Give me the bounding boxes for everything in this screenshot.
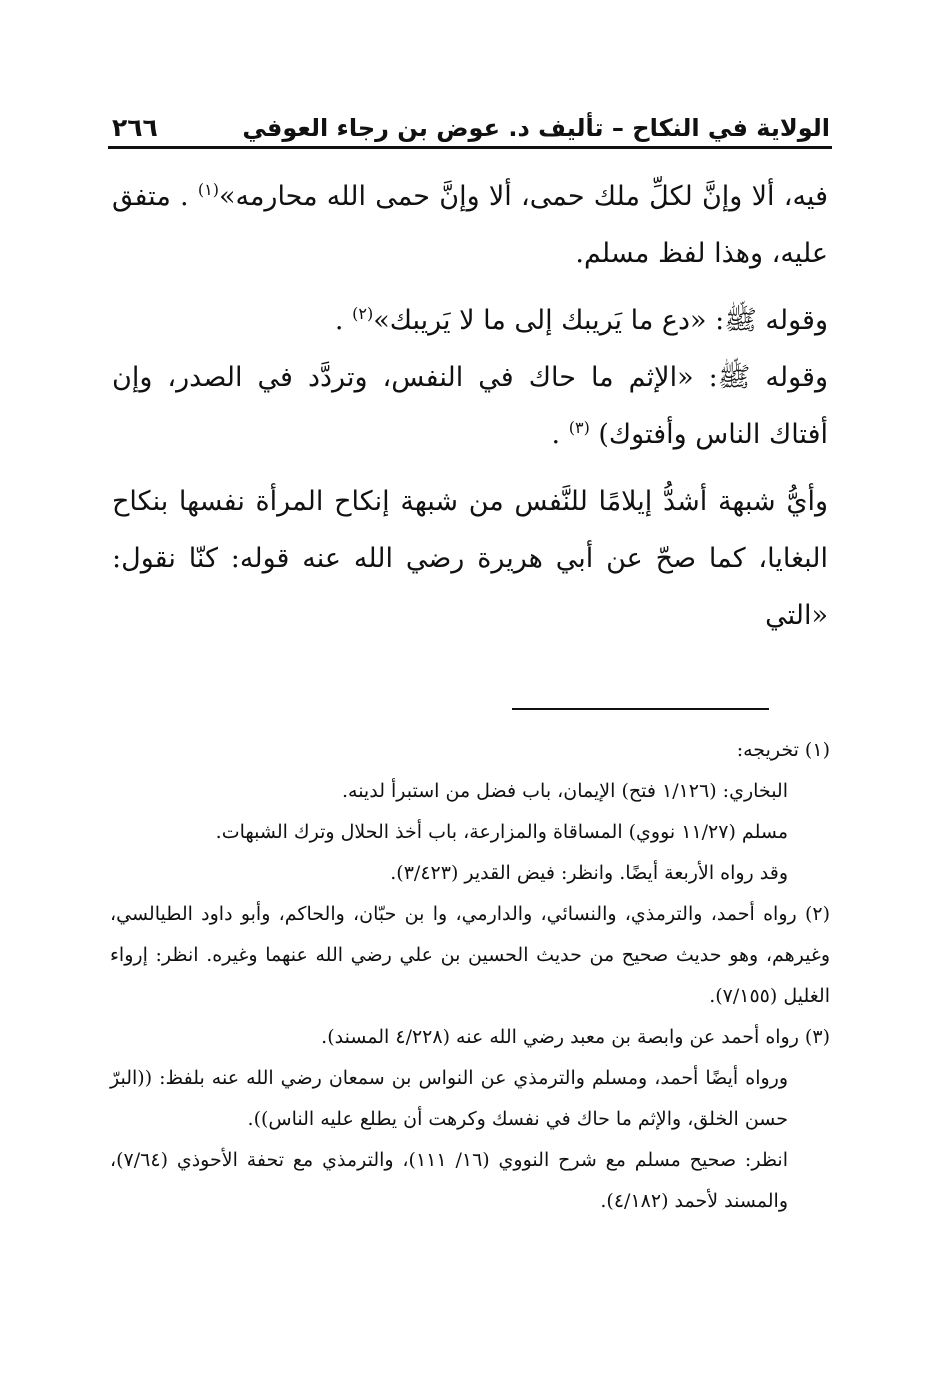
paragraph-3 bbox=[112, 349, 828, 463]
footnote-3-line-1: ورواه أيضًا أحمد، ومسلم والترمذي عن النواس بن سمعان رضي الله عنه بلفظ: ((البرّ حسن الخلق، والإثم ما حاك في نفسك وكرهت أن يطلع عليه الناس)). bbox=[110, 1067, 788, 1130]
paragraph-2 bbox=[112, 292, 828, 349]
paragraph-4-text: وأيُّ شبهة أشدُّ إيلامًا للنَّفس من شبهة إنكاح المرأة نفسها بنكاح البغايا، كما صحّ عن أبي هريرة رضي الله عنه قوله: كنّا نقول: «التي bbox=[112, 486, 828, 631]
footnote-separator bbox=[512, 708, 769, 710]
paragraph-2-text: وقوله ﷺ: «دع ما يَريبك إلى ما لا يَريبك» bbox=[373, 305, 828, 336]
paragraph-1-tail: . متفق عليه، وهذا لفظ مسلم. bbox=[112, 181, 828, 269]
paragraph-2-tail: . bbox=[334, 305, 353, 336]
footnote-marker-3: (٣) bbox=[568, 418, 590, 437]
page-number: ٢٦٦ bbox=[112, 113, 158, 142]
paragraph-3-text: وقوله ﷺ: «الإثم ما حاك في النفس، وتردَّد في الصدر، وإن أفتاك الناس وأفتوك) bbox=[112, 362, 828, 450]
running-title: الولاية في النكاح – تأليف د. عوض بن رجاء العوفي bbox=[242, 114, 830, 142]
page-header bbox=[112, 100, 830, 142]
footnote-3-line-2: انظر: صحيح مسلم مع شرح النووي (١٦/ ١١١)، والترمذي مع تحفة الأحوذي (٧/٦٤)، والمسند لأحمد (٤/١٨٢). bbox=[110, 1149, 788, 1212]
paragraph-1 bbox=[112, 168, 828, 282]
main-text bbox=[112, 168, 828, 644]
footnote-3-head: (٣) رواه أحمد عن وابصة بن معبد رضي الله عنه (٤/٢٢٨ المسند). bbox=[321, 1026, 830, 1048]
header-rule bbox=[108, 146, 832, 149]
footnote-1-line-2: مسلم (١١/٢٧ نووي) المساقاة والمزارعة، باب أخذ الحلال وترك الشبهات. bbox=[215, 821, 788, 843]
footnotes bbox=[110, 730, 830, 1222]
paragraph-1-text: فيه، ألا وإنَّ لكلِّ ملك حمى، ألا وإنَّ حمى الله محارمه» bbox=[218, 181, 828, 212]
footnote-marker-2: (٢) bbox=[352, 304, 374, 323]
footnote-1-line-3: وقد رواه الأربعة أيضًا. وانظر: فيض القدير (٣/٤٢٣). bbox=[390, 862, 788, 884]
footnote-2: (٢) رواه أحمد، والترمذي، والنسائي، والدارمي، وا بن حبّان، والحاكم، وأبو داود الطيالسي، وغيرهم، وهو حديث صحيح من حديث الحسين بن علي رضي الله عنهما وغيره. انظر: إرواء الغليل (٧/١٥٥). bbox=[110, 903, 830, 1007]
paragraph-4 bbox=[112, 473, 828, 644]
footnote-marker-1: (١) bbox=[197, 180, 219, 199]
footnote-1-head: (١) تخريجه: bbox=[736, 739, 830, 761]
paragraph-3-tail: . bbox=[551, 419, 569, 450]
footnote-1-line-1: البخاري: (١/١٢٦ فتح) الإيمان، باب فضل من استبرأ لدينه. bbox=[341, 780, 788, 802]
